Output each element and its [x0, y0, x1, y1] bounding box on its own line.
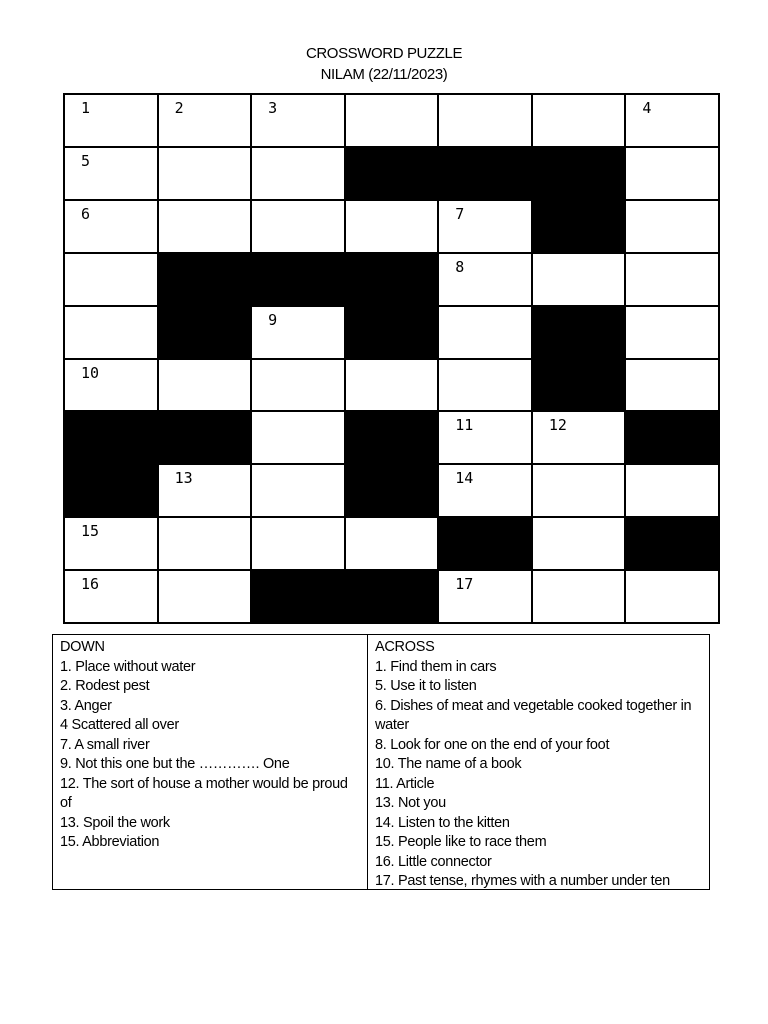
clue-number: 3	[268, 99, 278, 117]
black-cell	[346, 465, 440, 518]
grid-cell[interactable]	[626, 254, 720, 307]
black-cell	[533, 307, 627, 360]
clue-number: 2	[174, 99, 184, 117]
grid-cell[interactable]	[65, 254, 159, 307]
grid-cell[interactable]	[626, 148, 720, 201]
grid-cell[interactable]	[65, 518, 159, 571]
clue-number: 4	[642, 99, 652, 117]
across-clue: 10. The name of a book	[375, 756, 522, 772]
across-clue: 5. Use it to listen	[375, 678, 477, 694]
black-cell	[65, 412, 159, 465]
across-clues-column	[368, 635, 709, 889]
grid-cell[interactable]	[439, 571, 533, 624]
down-clues-column	[53, 635, 368, 889]
grid-cell[interactable]	[252, 148, 346, 201]
black-cell	[252, 571, 346, 624]
down-clue: 12. The sort of house a mother would be proud of	[60, 775, 348, 811]
grid-cell[interactable]	[533, 412, 627, 465]
across-clue: 6. Dishes of meat and vegetable cooked together in water	[375, 697, 692, 733]
black-cell	[346, 571, 440, 624]
black-cell	[533, 201, 627, 254]
grid-cell[interactable]	[626, 201, 720, 254]
grid-cell[interactable]	[252, 360, 346, 413]
grid-cell[interactable]	[533, 254, 627, 307]
across-clue: 14. Listen to the kitten	[375, 814, 510, 831]
black-cell	[159, 307, 253, 360]
black-cell	[346, 254, 440, 307]
clue-number: 16	[81, 575, 100, 594]
grid-cell[interactable]	[626, 571, 720, 624]
across-clue: 16. Little connector	[375, 853, 492, 870]
grid-cell[interactable]	[533, 465, 627, 518]
black-cell	[65, 465, 159, 518]
grid-cell[interactable]	[439, 201, 533, 254]
clue-number: 7	[455, 204, 465, 223]
across-heading: ACROSS	[375, 639, 435, 655]
puzzle-subtitle: NILAM (22/11/2023)	[320, 66, 448, 83]
black-cell	[439, 148, 533, 201]
black-cell	[346, 148, 440, 201]
clue-number: 6	[81, 204, 91, 223]
grid-cell[interactable]	[65, 360, 159, 413]
black-cell	[439, 518, 533, 571]
down-clue: 4 Scattered all over	[60, 717, 179, 733]
black-cell	[346, 307, 440, 360]
down-heading: DOWN	[60, 639, 105, 655]
grid-cell[interactable]	[252, 465, 346, 518]
grid-cell[interactable]	[439, 465, 533, 518]
grid-cell[interactable]	[439, 307, 533, 360]
across-clue: 11. Article	[375, 775, 435, 792]
down-clue: 7. A small river	[60, 736, 150, 753]
down-clue: 1. Place without water	[60, 658, 196, 675]
clue-number: 11	[455, 416, 474, 435]
black-cell	[533, 360, 627, 413]
grid-cell[interactable]	[252, 412, 346, 465]
clue-number: 9	[268, 310, 278, 329]
grid-cell[interactable]	[252, 201, 346, 254]
grid-cell[interactable]	[65, 201, 159, 254]
clues-table	[52, 634, 710, 890]
grid-cell[interactable]	[346, 201, 440, 254]
grid-cell[interactable]	[252, 307, 346, 360]
grid-cell[interactable]	[533, 571, 627, 624]
black-cell	[346, 412, 440, 465]
grid-cell[interactable]	[159, 95, 253, 148]
grid-cell[interactable]	[159, 518, 253, 571]
grid-cell[interactable]	[65, 307, 159, 360]
across-clue: 17. Past tense, rhymes with a number under ten	[375, 873, 670, 889]
grid-cell[interactable]	[626, 360, 720, 413]
crossword-grid	[63, 93, 720, 624]
clue-number: 14	[455, 469, 474, 488]
grid-cell[interactable]	[439, 254, 533, 307]
black-cell	[159, 254, 253, 307]
grid-cell[interactable]	[346, 518, 440, 571]
grid-cell[interactable]	[626, 465, 720, 518]
across-clue: 8. Look for one on the end of your foot	[375, 736, 610, 753]
down-clue: 15. Abbreviation	[60, 834, 160, 850]
black-cell	[252, 254, 346, 307]
across-clue: 15. People like to race them	[375, 834, 547, 850]
across-clue: 1. Find them in cars	[375, 658, 497, 675]
black-cell	[533, 148, 627, 201]
grid-cell[interactable]	[65, 95, 159, 148]
clue-number: 13	[174, 469, 193, 488]
grid-cell[interactable]	[439, 412, 533, 465]
grid-cell[interactable]	[346, 95, 440, 148]
grid-cell[interactable]	[439, 360, 533, 413]
clue-number: 12	[548, 416, 567, 435]
clue-number: 17	[455, 575, 474, 594]
grid-cell[interactable]	[439, 95, 533, 148]
grid-cell[interactable]	[533, 518, 627, 571]
grid-cell[interactable]	[159, 571, 253, 624]
grid-cell[interactable]	[159, 360, 253, 413]
clue-number: 8	[455, 257, 465, 276]
grid-cell[interactable]	[65, 571, 159, 624]
clue-number: 15	[81, 522, 100, 541]
grid-cell[interactable]	[626, 307, 720, 360]
grid-cell[interactable]	[346, 360, 440, 413]
puzzle-title: CROSSWORD PUZZLE	[305, 45, 463, 62]
down-clue: 13. Spoil the work	[60, 814, 170, 831]
clue-number: 5	[81, 151, 91, 170]
black-cell	[626, 412, 720, 465]
down-clue: 3. Anger	[60, 697, 112, 714]
black-cell	[626, 518, 720, 571]
grid-cell[interactable]	[159, 148, 253, 201]
grid-cell[interactable]	[65, 148, 159, 201]
clue-number: 1	[81, 99, 91, 117]
grid-cell[interactable]	[159, 465, 253, 518]
grid-cell[interactable]	[252, 518, 346, 571]
down-clue: 9. Not this one but the …………. One	[60, 756, 290, 772]
clue-number: 10	[81, 363, 100, 382]
grid-cell[interactable]	[626, 95, 720, 148]
down-clue: 2. Rodest pest	[60, 678, 150, 694]
black-cell	[159, 412, 253, 465]
grid-cell[interactable]	[159, 201, 253, 254]
grid-cell[interactable]	[533, 95, 627, 148]
grid-cell[interactable]	[252, 95, 346, 148]
across-clue: 13. Not you	[375, 795, 446, 811]
